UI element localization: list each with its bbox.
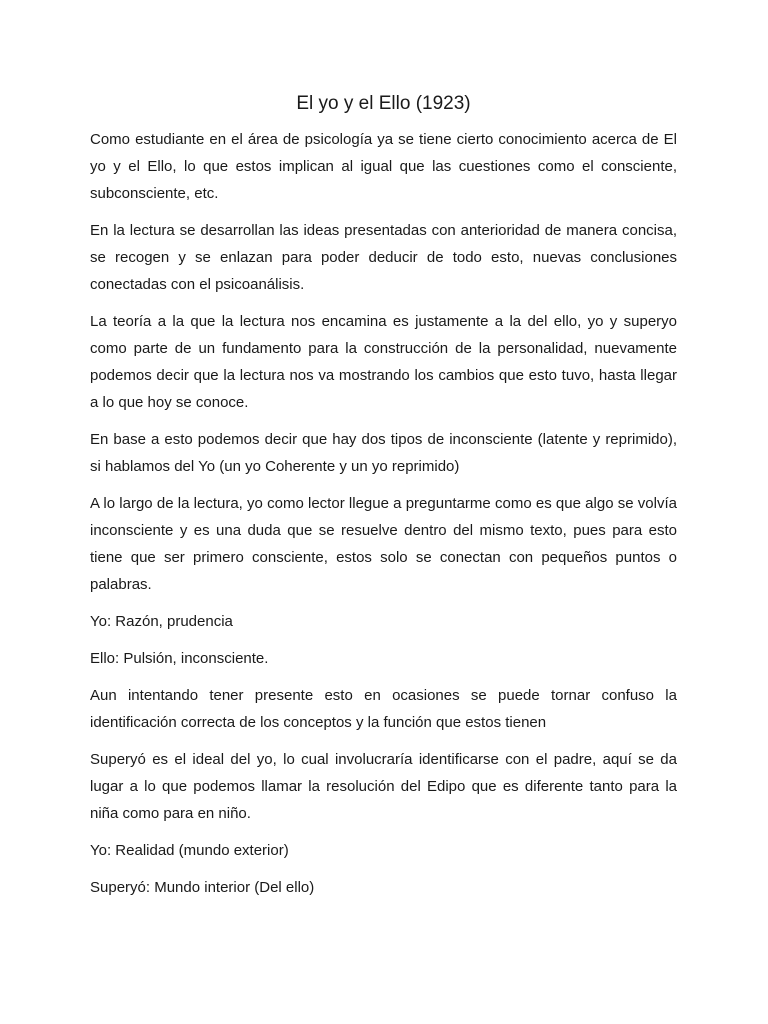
- paragraph-confuso: Aun intentando tener presente esto en ocasiones se puede tornar confuso la identificación correcta de los conceptos y la función que estos tienen: [90, 687, 677, 731]
- definition-yo: Yo: Razón, prudencia: [90, 613, 233, 630]
- definition-ello: Ello: Pulsión, inconsciente.: [90, 650, 269, 667]
- definition-yo-realidad: Yo: Realidad (mundo exterior): [90, 842, 289, 859]
- document-title: El yo y el Ello (1923): [296, 93, 471, 114]
- paragraph-inconsciente: En base a esto podemos decir que hay dos tipos de inconsciente (latente y reprimido), si hablamos del Yo (un yo Coherente y un yo reprimido): [90, 431, 677, 475]
- paragraph-intro: Como estudiante en el área de psicología ya se tiene cierto conocimiento acerca de El yo y el Ello, lo que estos implican al igual que las cuestiones como el consciente, subconsciente, etc.: [90, 131, 677, 202]
- paragraph-lector: A lo largo de la lectura, yo como lector llegue a preguntarme como es que algo se volvía inconsciente y es una duda que se resuelve dentro del mismo texto, pues para esto tiene que ser primero consciente, estos solo se conectan con pequeños puntos o palabras.: [90, 495, 677, 593]
- paragraph-superyo: Superyó es el ideal del yo, lo cual involucraría identificarse con el padre, aquí se da lugar a lo que podemos llamar la resolución del Edipo que es diferente tanto para la niña como para en niño.: [90, 751, 677, 822]
- paragraph-teoria: La teoría a la que la lectura nos encamina es justamente a la del ello, yo y superyo como parte de un fundamento para la construcción de la personalidad, nuevamente podemos decir que la lectura nos va mostrando los cambios que esto tuvo, hasta llegar a lo que hoy se conoce.: [90, 313, 677, 411]
- paragraph-lectura: En la lectura se desarrollan las ideas presentadas con anterioridad de manera concisa, se recogen y se enlazan para poder deducir de todo esto, nuevas conclusiones conectadas con el psicoanálisis.: [90, 222, 677, 293]
- definition-superyo: Superyó: Mundo interior (Del ello): [90, 879, 315, 896]
